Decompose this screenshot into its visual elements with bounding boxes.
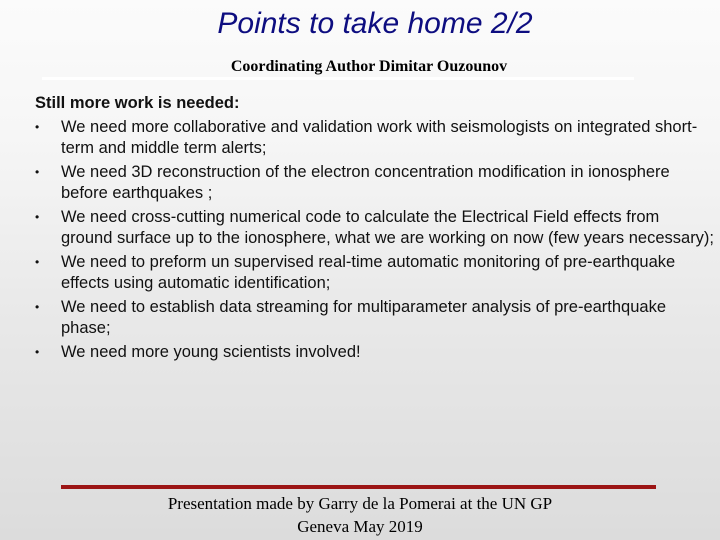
- coordinating-author: Coordinating Author Dimitar Ouzounov: [230, 58, 508, 75]
- footer-line-1: Presentation made by Garry de la Pomerai at the UN GP: [167, 494, 553, 513]
- bullet-icon: •: [35, 210, 40, 224]
- bullet-icon: •: [35, 165, 40, 179]
- list-item-text: We need to preform un supervised real-time automatic monitoring of pre-earthquake effects using automatic identification;: [61, 253, 676, 292]
- list-item-text: We need to establish data streaming for multiparameter analysis of pre-earthquake phase;: [61, 298, 667, 337]
- bullet-icon: •: [35, 345, 40, 359]
- list-item: [35, 342, 715, 363]
- list-item-text: We need cross-cutting numerical code to calculate the Electrical Field effects from ground surface up to the ionosphere, what we are working on now (few years necessary);: [61, 208, 715, 247]
- slide-title: Points to take home 2/2: [217, 7, 533, 40]
- section-heading: Still more work is needed:: [35, 94, 240, 112]
- list-item-text: We need more collaborative and validation work with seismologists on integrated short-term and middle term alerts;: [61, 118, 698, 157]
- bullet-list: [35, 117, 715, 363]
- list-item-text: We need more young scientists involved!: [61, 343, 361, 361]
- list-item: [35, 207, 715, 249]
- list-item: [35, 252, 715, 294]
- bullet-icon: •: [35, 300, 40, 314]
- list-item-text: We need 3D reconstruction of the electron concentration modification in ionosphere before earthquakes ;: [61, 163, 670, 202]
- list-item: [35, 297, 715, 339]
- footer-credit: [0, 492, 720, 538]
- bullet-icon: •: [35, 120, 40, 134]
- list-item: [35, 117, 715, 159]
- bullet-icon: •: [35, 255, 40, 269]
- slide-body: [35, 93, 715, 366]
- footer-line-2: Geneva May 2019: [297, 517, 423, 536]
- footer-divider: [61, 485, 656, 489]
- list-item: [35, 162, 715, 204]
- author-divider: [42, 77, 634, 80]
